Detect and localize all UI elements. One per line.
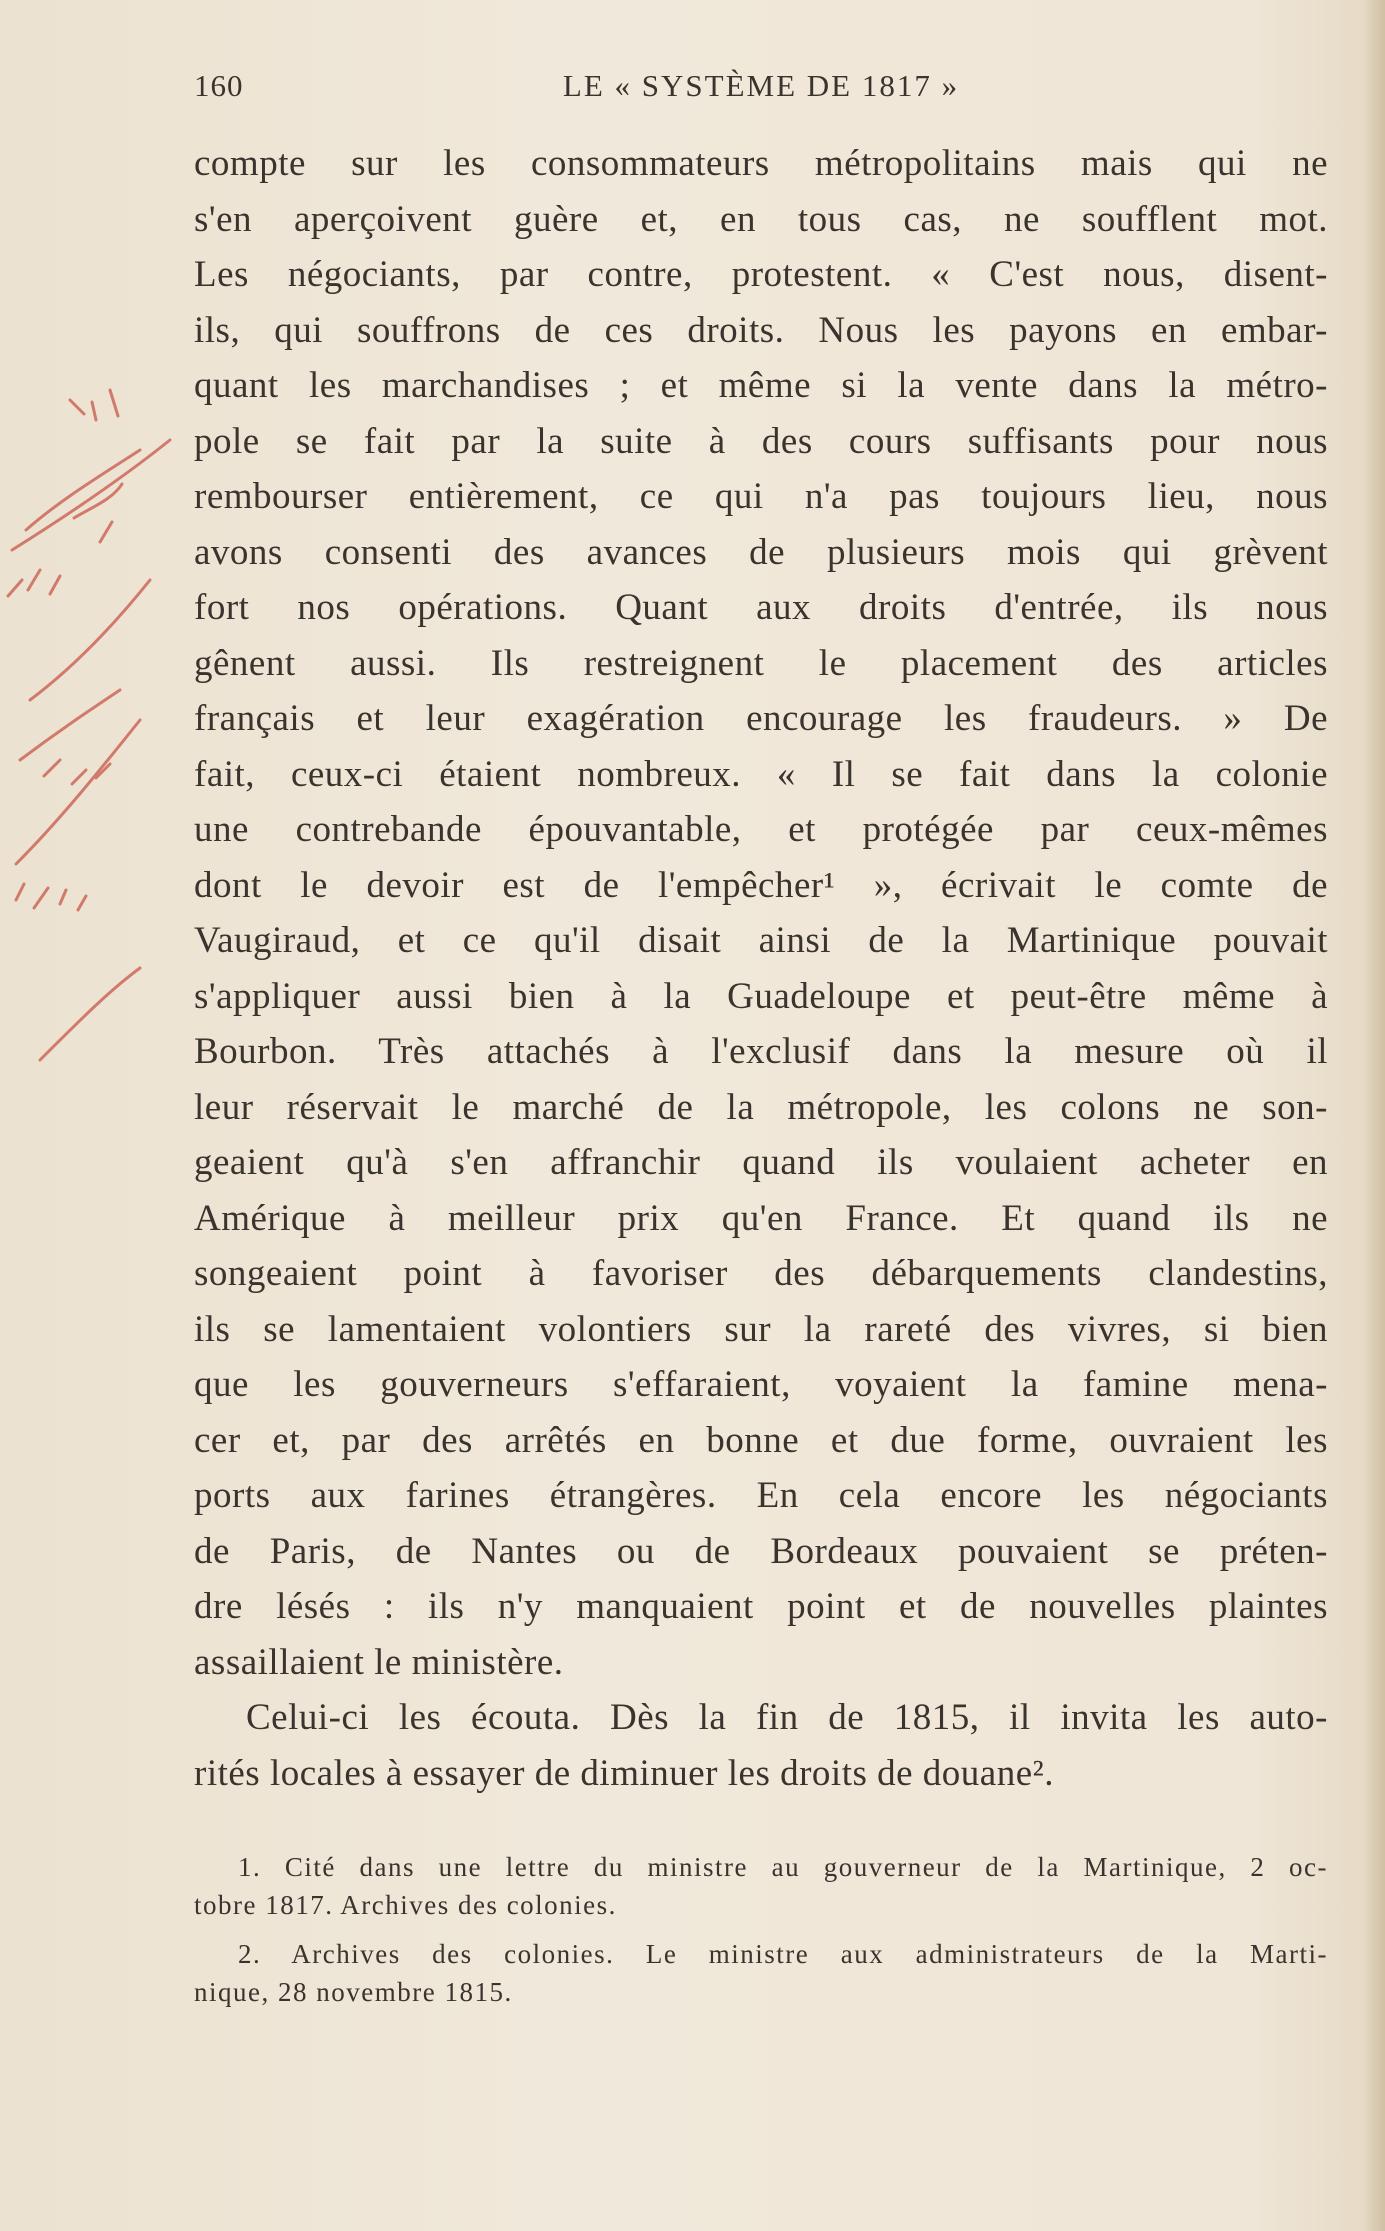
text-line: ports aux farines étrangères. En cela encore les négociants [194,1475,1328,1516]
text-line: Amérique à meilleur prix qu'en France. Et quand ils ne [194,1197,1328,1239]
text-line: fort nos opérations. Quant aux droits d'entrée, ils nous [194,587,1328,628]
text-line: fait, ceux-ci étaient nombreux. « Il se fait dans la colonie [194,753,1328,795]
text-line: ils, qui souffrons de ces droits. Nous les payons en embar- [194,309,1328,351]
text-line: français et leur exagération encourage les fraudeurs. » De [194,698,1328,739]
text-line: Les négociants, par contre, protestent. « C'est nous, disent- [194,254,1328,295]
page-number: 160 [194,68,244,103]
footnote-line: nique, 28 novembre 1815. [194,1977,513,2007]
text-line: pole se fait par la suite à des cours suffisants pour nous [194,420,1328,462]
text-line: Bourbon. Très attachés à l'exclusif dans la mesure où il [194,1031,1328,1072]
text-line: rités locales à essayer de diminuer les droits de douane². [194,1752,1054,1794]
running-title: LE « SYSTÈME DE 1817 » [562,68,960,103]
footnote-gap [194,1924,1328,1935]
text-line: leur réservait le marché de la métropole, les colons ne son- [194,1086,1328,1128]
text-line: geaient qu'à s'en affranchir quand ils voulaient acheter en [194,1142,1328,1183]
footnote-line: 1. Cité dans une lettre du ministre au gouverneur de la Martinique, 2 oc- [238,1852,1328,1882]
running-header [194,68,1328,108]
text-line: s'appliquer aussi bien à la Guadeloupe et peut-être même à [194,975,1328,1017]
text-line: une contrebande épouvantable, et protégée par ceux-mêmes [194,809,1328,850]
text-line: Celui-ci les écouta. Dès la fin de 1815, il invita les auto- [246,1697,1328,1738]
text-line: compte sur les consommateurs métropolitains mais qui ne [194,143,1328,184]
text-line: gênent aussi. Ils restreignent le placement des articles [194,642,1328,684]
text-line: Vaugiraud, et ce qu'il disait ainsi de la Martinique pouvait [194,920,1328,961]
text-line: s'en aperçoivent guère et, en tous cas, ne soufflent mot. [194,198,1328,240]
footnote-line: tobre 1817. Archives des colonies. [194,1890,617,1920]
main-text [194,136,1328,1801]
footnote-line: 2. Archives des colonies. Le ministre aux administrateurs de la Marti- [238,1939,1328,1969]
page-edge-shadow [1363,0,1385,2231]
text-line: ils se lamentaient volontiers sur la rareté des vivres, si bien [194,1308,1328,1350]
text-line: cer et, par des arrêtés en bonne et due forme, ouvraient les [194,1419,1328,1461]
text-line: avons consenti des avances de plusieurs mois qui grèvent [194,531,1328,573]
text-line: songeaient point à favoriser des débarquements clandestins, [194,1253,1328,1294]
text-line: de Paris, de Nantes ou de Bordeaux pouvaient se préten- [194,1530,1328,1572]
text-line: dre lésés : ils n'y manquaient point et de nouvelles plaintes [194,1586,1328,1627]
text-line: assaillaient le ministère. [194,1641,564,1683]
footnotes [194,1848,1328,2011]
text-line: que les gouverneurs s'effaraient, voyaient la famine mena- [194,1364,1328,1405]
text-line: rembourser entièrement, ce qui n'a pas toujours lieu, nous [194,476,1328,517]
text-line: quant les marchandises ; et même si la vente dans la métro- [194,365,1328,406]
text-line: dont le devoir est de l'empêcher¹ », écrivait le comte de [194,864,1328,906]
